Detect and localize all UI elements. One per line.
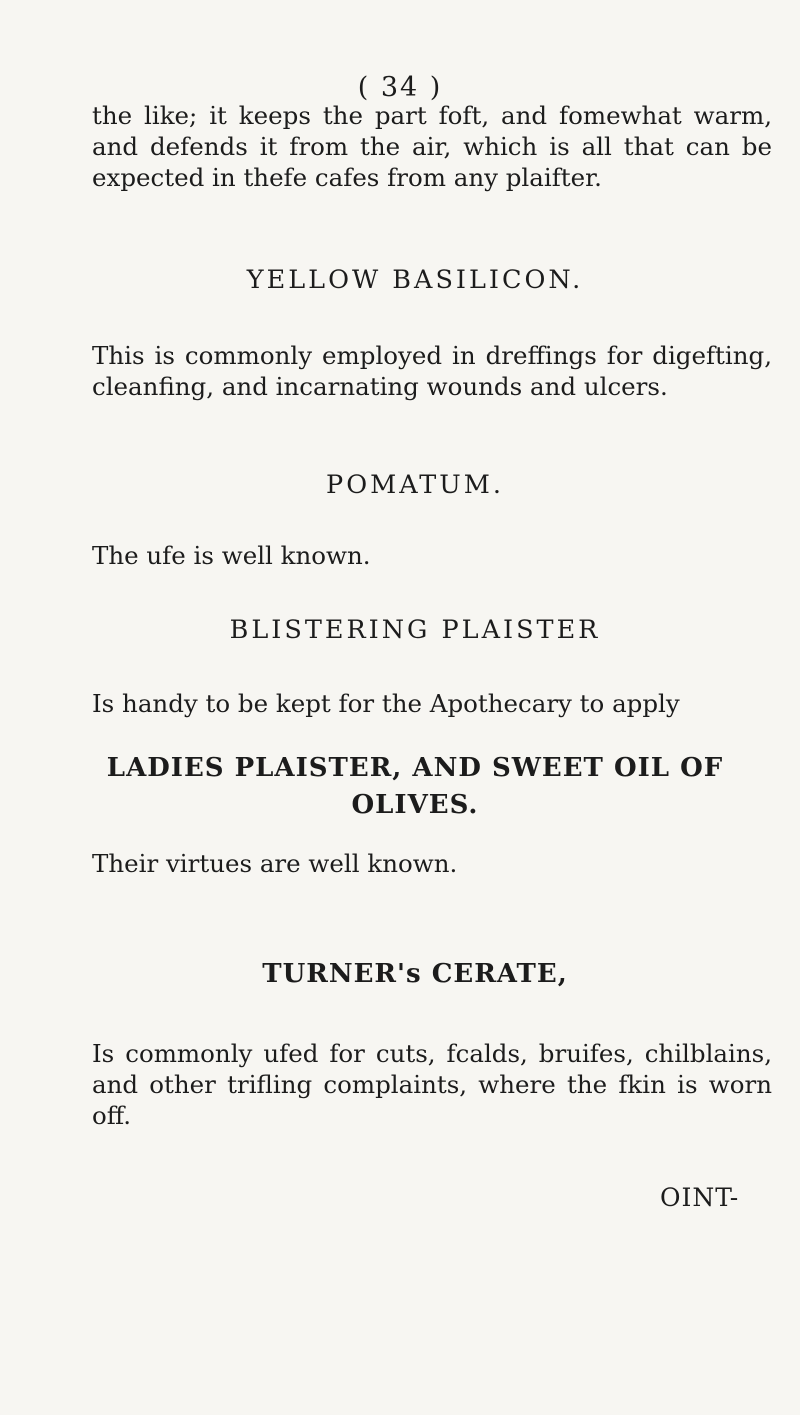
paragraph-blistering-plaister: Is handy to be kept for the Apothecary to apply [92,689,680,718]
paragraph-turners-cerate: Is commonly ufed for cuts, fcalds, bruifes, chilblains, and other trifling complaints, where the fkin is worn off. [92,1039,772,1130]
heading-pomatum: POMATUM. [326,470,504,500]
heading-turners-cerate: TURNER's CERATE, [262,959,568,989]
paragraph-ladies-plaister: Their virtues are well known. [92,849,458,878]
page-number: ( 34 ) [357,72,443,103]
paragraph-pomatum: The ufe is well known. [92,541,371,570]
catchword: OINT- [660,1183,740,1212]
heading-yellow-basilicon: YELLOW BASILICON. [246,265,584,295]
heading-ladies-plaister: LADIES PLAISTER, AND SWEET OIL OF OLIVES. [106,753,724,820]
paragraph-plaister-continued: the like; it keeps the part foft, and fomewhat warm, and defends it from the air, which is all that can be expected in thefe cafes from any plaifter. [92,101,772,192]
paragraph-yellow-basilicon: This is commonly employed in dreffings for digefting, cleanfing, and incarnating wounds and ulcers. [92,341,772,401]
heading-blistering-plaister: BLISTERING PLAISTER [229,615,601,645]
